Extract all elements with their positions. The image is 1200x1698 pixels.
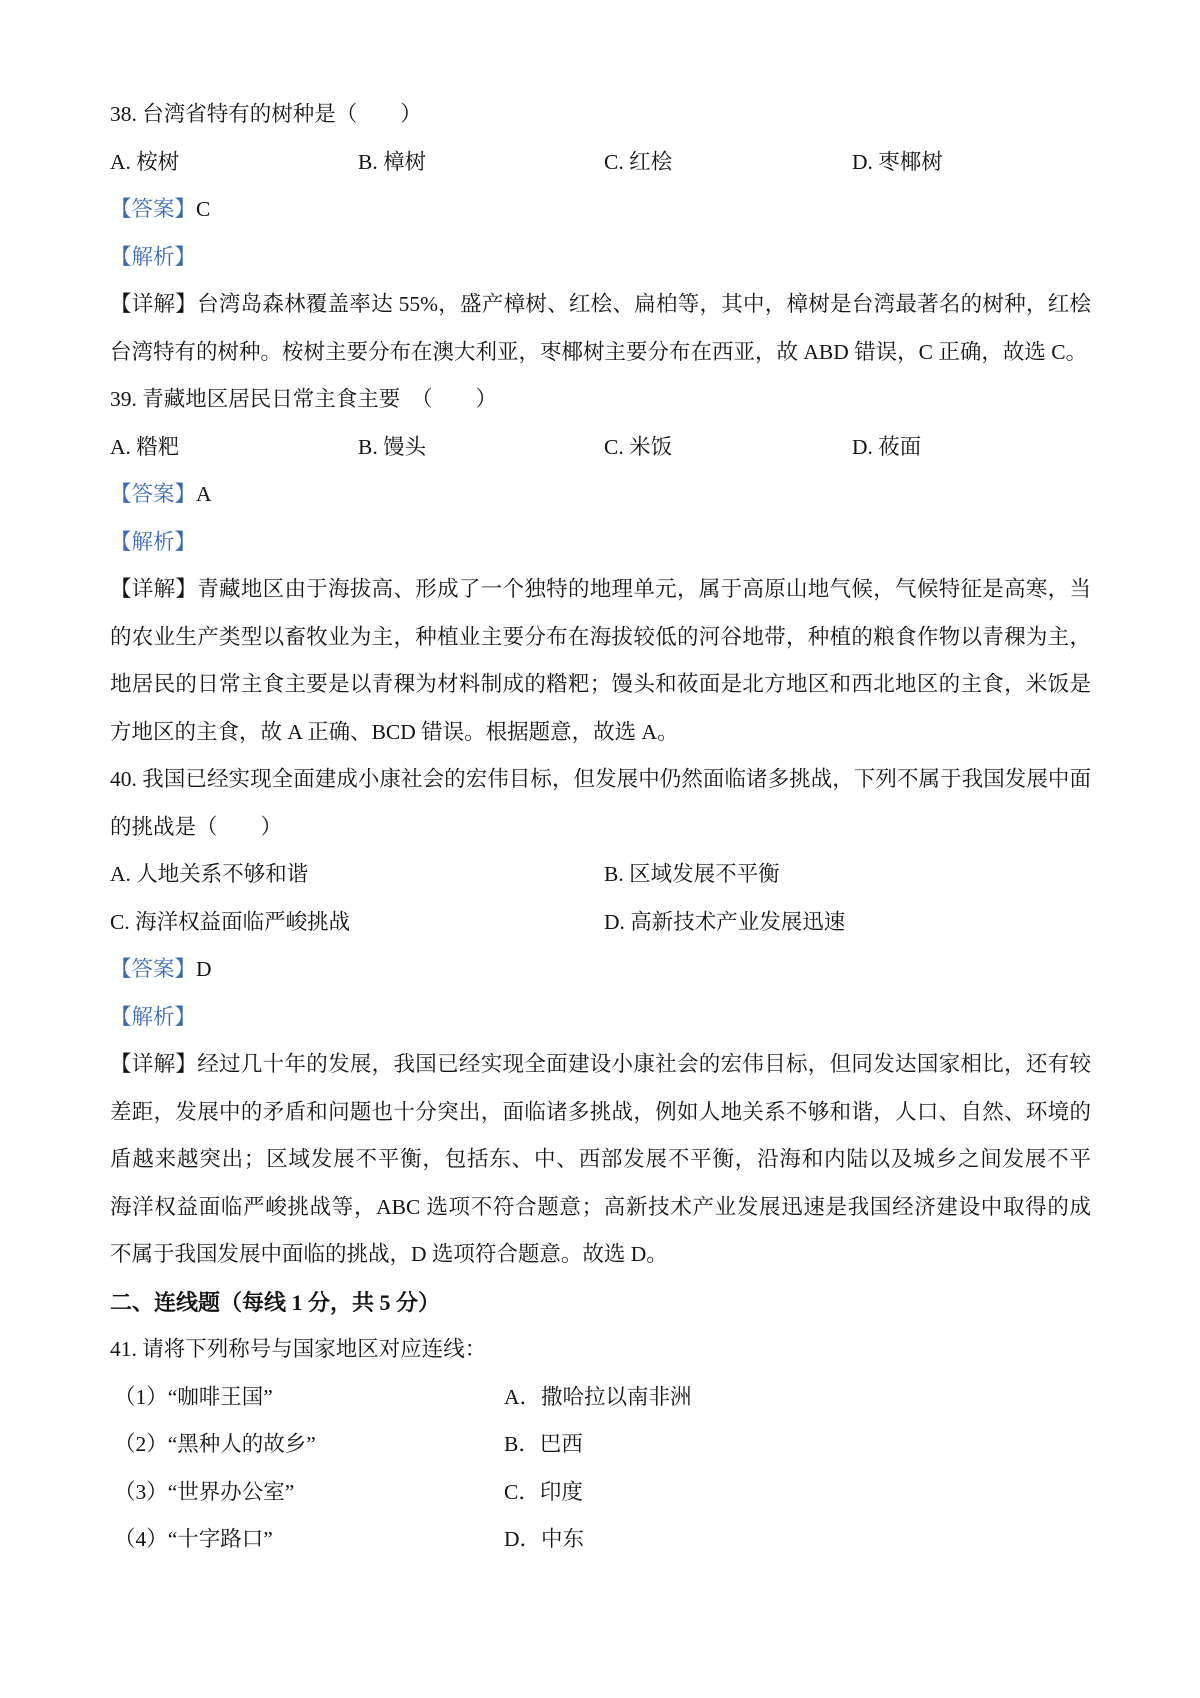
answer-label: 【答案】	[110, 482, 197, 506]
detail-line: 【详解】青藏地区由于海拔高、形成了一个独特的地理单元，属于高原山地气候，气候特征是高寒，当	[110, 577, 1091, 601]
detail-line: 不属于我国发展中面临的挑战，D 选项符合题意。故选 D。	[110, 1242, 668, 1266]
options-row	[110, 424, 1091, 472]
option-c: C. 海洋权益面临严峻挑战	[110, 909, 351, 934]
detail-line: 地居民的日常主食主要是以青稞为材料制成的糌粑；馒头和莜面是北方地区和西北地区的主食，米饭是	[110, 672, 1091, 696]
matching-right-item: D．中东	[504, 1527, 585, 1551]
matching-row	[110, 1516, 1091, 1564]
answer-line	[110, 471, 1091, 519]
detail-line: 台湾特有的树种。桉树主要分布在澳大利亚，枣椰树主要分布在西亚，故 ABD 错误，C 正确，故选 C。	[110, 339, 1088, 364]
question-stem: 40. 我国已经实现全面建成小康社会的宏伟目标，但发展中仍然面临诸多挑战，下列不属于我国发展中面	[110, 767, 1091, 791]
matching-row	[110, 1421, 1091, 1469]
options-row	[110, 851, 1091, 899]
detail-line: 【详解】经过几十年的发展，我国已经实现全面建设小康社会的宏伟目标，但同发达国家相比，还有较	[110, 1052, 1091, 1076]
matching-right-item: B．巴西	[504, 1432, 583, 1456]
detail-line: 差距，发展中的矛盾和问题也十分突出，面临诸多挑战，例如人地关系不够和谐，人口、自然、环境的	[110, 1099, 1091, 1124]
option-d: D. 高新技术产业发展迅速	[604, 909, 846, 934]
analysis-label: 【解析】	[110, 244, 197, 269]
analysis-label: 【解析】	[110, 529, 197, 554]
answer-line	[110, 186, 1091, 234]
option-c: C. 米饭	[604, 434, 673, 459]
detail-line: 的农业生产类型以畜牧业为主，种植业主要分布在海拔较低的河谷地带，种植的粮食作物以青稞为主，	[110, 624, 1091, 649]
matching-left-item: （2）“黑种人的故乡”	[114, 1432, 316, 1456]
answer-value: D	[196, 957, 212, 981]
question-38	[110, 91, 1091, 376]
detail-line: 海洋权益面临严峻挑战等，ABC 选项不符合题意；高新技术产业发展迅速是我国经济建设中取得的成	[110, 1194, 1091, 1219]
option-a: A. 糌粑	[110, 434, 180, 459]
answer-label: 【答案】	[110, 957, 197, 981]
matching-left-item: （3）“世界办公室”	[114, 1479, 295, 1504]
matching-row	[110, 1374, 1091, 1422]
option-a: A. 桉树	[110, 149, 180, 174]
matching-right-item: C．印度	[504, 1479, 583, 1504]
answer-line	[110, 946, 1091, 994]
option-a: A. 人地关系不够和谐	[110, 862, 309, 886]
option-b: B. 区域发展不平衡	[604, 862, 780, 886]
matching-row	[110, 1469, 1091, 1517]
document-page	[110, 91, 1091, 1564]
matching-left-item: （1）“咖啡王国”	[114, 1384, 273, 1409]
detail-line: 方地区的主食，故 A 正确、BCD 错误。根据题意，故选 A。	[110, 719, 679, 744]
answer-value: A	[196, 482, 212, 506]
question-stem: 38. 台湾省特有的树种是（ ）	[110, 102, 422, 126]
option-d: D. 莜面	[852, 434, 922, 459]
section-title: 二、连线题（每线 1 分，共 5 分）	[110, 1289, 441, 1315]
option-b: B. 馒头	[358, 434, 427, 459]
matching-right-item: A．撒哈拉以南非洲	[504, 1384, 692, 1409]
answer-value: C	[196, 197, 211, 221]
question-stem: 41. 请将下列称号与国家地区对应连线：	[110, 1337, 487, 1361]
question-stem: 的挑战是（ ）	[110, 814, 283, 839]
options-row	[110, 899, 1091, 947]
question-41	[110, 1326, 1091, 1564]
option-d: D. 枣椰树	[852, 149, 943, 174]
question-40	[110, 756, 1091, 1279]
question-39	[110, 376, 1091, 756]
answer-label: 【答案】	[110, 197, 197, 221]
option-c: C. 红桧	[604, 149, 673, 174]
analysis-label: 【解析】	[110, 1004, 197, 1029]
detail-line: 【详解】台湾岛森林覆盖率达 55%，盛产樟树、红桧、扁柏等，其中，樟树是台湾最著名的树种，红桧	[110, 292, 1091, 316]
option-b: B. 樟树	[358, 149, 427, 174]
question-stem: 39. 青藏地区居民日常主食主要 （ ）	[110, 387, 498, 411]
options-row	[110, 139, 1091, 187]
detail-line: 盾越来越突出；区域发展不平衡，包括东、中、西部发展不平衡，沿海和内陆以及城乡之间发展不平	[110, 1147, 1091, 1171]
matching-left-item: （4）“十字路口”	[114, 1527, 273, 1551]
